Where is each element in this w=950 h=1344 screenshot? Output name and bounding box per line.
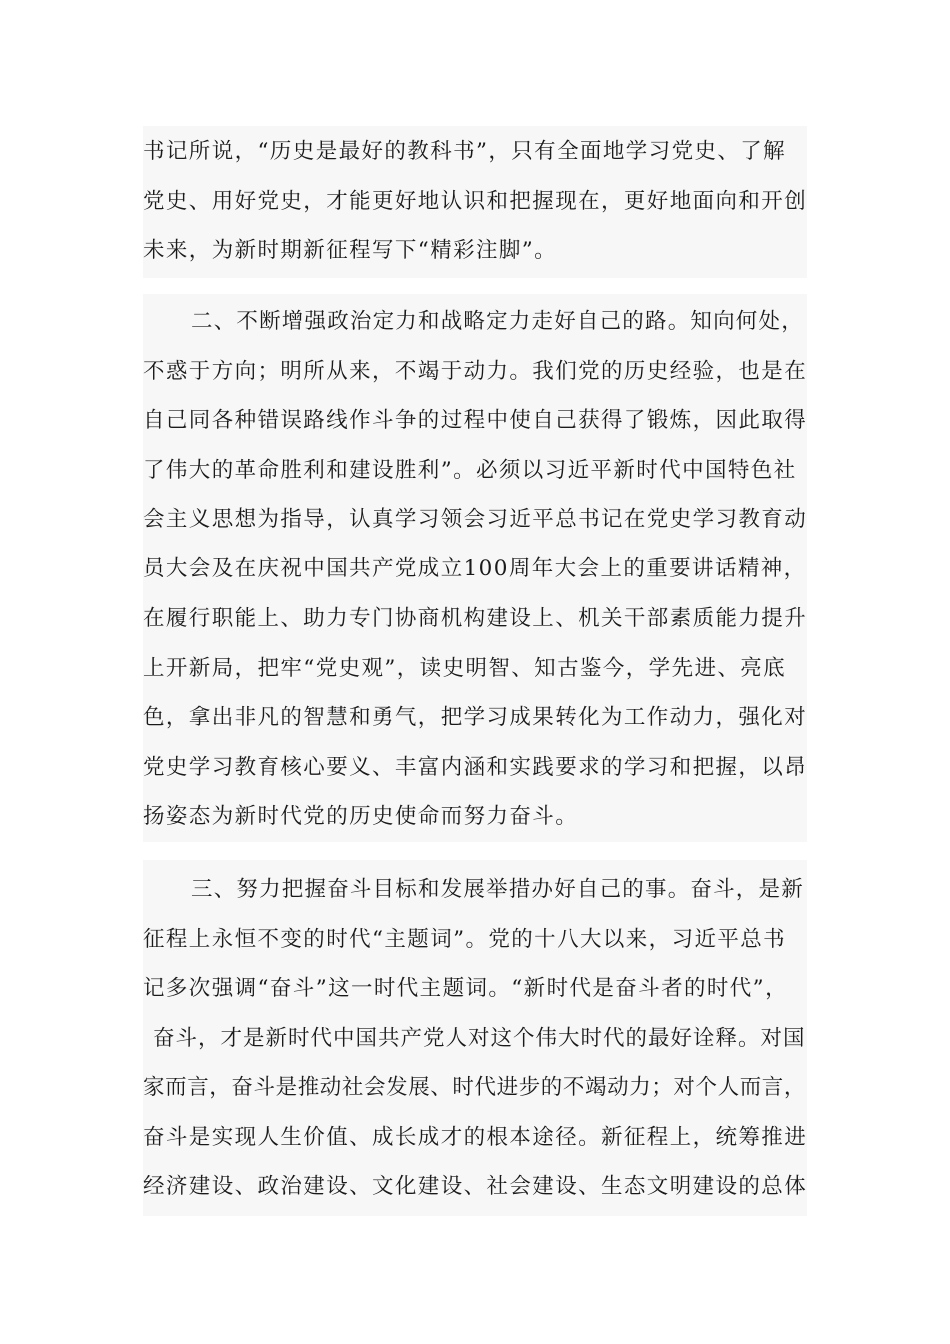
paragraph-1 bbox=[143, 126, 807, 278]
text-line: 二、不断增强政治定力和战略定力走好自己的路。知向何处， bbox=[191, 309, 804, 334]
text-line: 扬姿态为新时代党的历史使命而努力奋斗。 bbox=[143, 804, 579, 829]
text-line: 色，拿出非凡的智慧和勇气，把学习成果转化为工作动力，强化对 bbox=[143, 705, 808, 730]
text-line: 员大会及在庆祝中国共产党成立100周年大会上的重要讲话精神， bbox=[143, 556, 807, 581]
paragraph-2 bbox=[143, 294, 807, 842]
text-line: 家而言，奋斗是推动社会发展、时代进步的不竭动力；对个人而言， bbox=[143, 1075, 807, 1100]
text-line: 记多次强调“奋斗”这一时代主题词。“新时代是奋斗者的时代”， bbox=[143, 976, 788, 1001]
text-line: 上开新局，把牢“党史观”，读史明智、知古鉴今，学先进、亮底 bbox=[143, 656, 787, 681]
paragraph-3 bbox=[143, 860, 807, 1216]
text-line: 党史、用好党史，才能更好地认识和把握现在，更好地面向和开创 bbox=[143, 189, 808, 214]
text-line: 三、努力把握奋斗目标和发展举措办好自己的事。奋斗，是新 bbox=[191, 877, 804, 902]
text-line: 经济建设、政治建设、文化建设、社会建设、生态文明建设的总体 bbox=[143, 1174, 808, 1199]
text-line: 不惑于方向；明所从来，不竭于动力。我们党的历史经验，也是在 bbox=[143, 359, 808, 384]
text-line: 征程上永恒不变的时代“主题词”。党的十八大以来，习近平总书 bbox=[143, 927, 787, 952]
text-line: 奋斗，才是新时代中国共产党人对这个伟大时代的最好诠释。对国 bbox=[153, 1026, 806, 1051]
text-line: 在履行职能上、助力专门协商机构建设上、机关干部素质能力提升 bbox=[143, 606, 808, 631]
text-line: 自己同各种错误路线作斗争的过程中使自己获得了锻炼，因此取得 bbox=[143, 408, 808, 433]
text-line: 书记所说，“历史是最好的教科书”，只有全面地学习党史、了解 bbox=[143, 139, 787, 164]
text-line: 未来，为新时期新征程写下“精彩注脚”。 bbox=[143, 238, 558, 263]
text-line: 奋斗是实现人生价值、成长成才的根本途径。新征程上，统筹推进 bbox=[143, 1125, 808, 1150]
text-line: 了伟大的革命胜利和建设胜利”。必须以习近平新时代中国特色社 bbox=[143, 458, 797, 483]
text-line: 会主义思想为指导，认真学习领会习近平总书记在党史学习教育动 bbox=[143, 507, 808, 532]
text-line: 党史学习教育核心要义、丰富内涵和实践要求的学习和把握，以昂 bbox=[143, 755, 808, 780]
